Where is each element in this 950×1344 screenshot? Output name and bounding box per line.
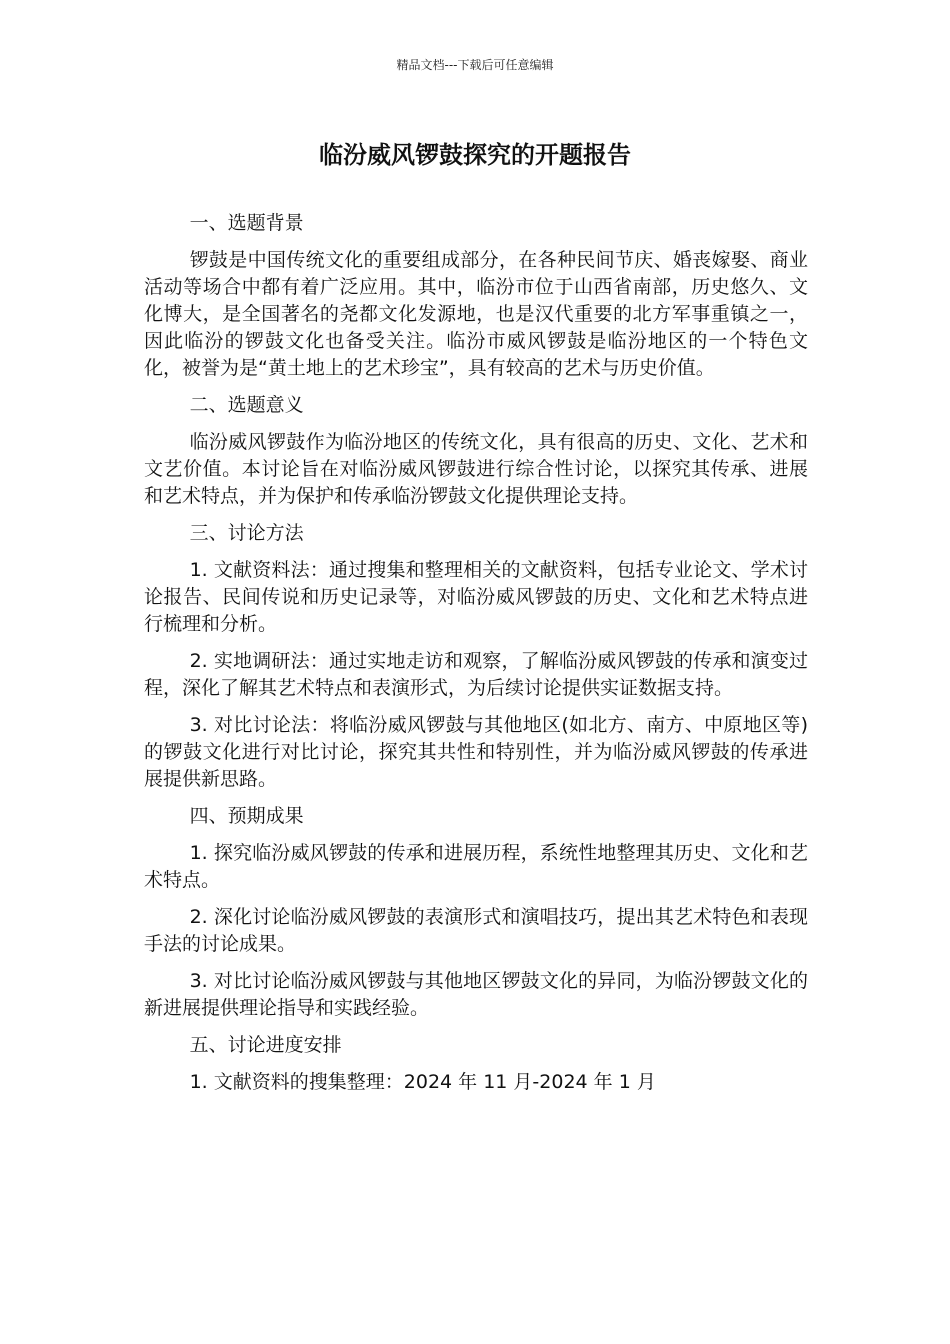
method-item-fieldwork: 2. 实地调研法：通过实地走访和观察，了解临汾威风锣鼓的传承和演变过程，深化了解其艺术特点和表演形式，为后续讨论提供实证数据支持。 bbox=[144, 650, 808, 699]
section-heading-schedule: 五、讨论进度安排 bbox=[189, 1034, 342, 1056]
section-heading-outcomes: 四、预期成果 bbox=[189, 805, 304, 827]
section-heading-background: 一、选题背景 bbox=[189, 212, 304, 234]
document-body bbox=[144, 210, 808, 1106]
page-header: 精品文档---下载后可任意编辑 bbox=[396, 58, 554, 72]
section-heading-significance: 二、选题意义 bbox=[189, 394, 304, 416]
significance-paragraph: 临汾威风锣鼓作为临汾地区的传统文化，具有很高的历史、文化、艺术和文艺价值。本讨论旨在对临汾威风锣鼓进行综合性讨论，以探究其传承、进展和艺术特点，并为保护和传承临汾锣鼓文化提供理论支持。 bbox=[144, 431, 808, 507]
method-item-literature: 1. 文献资料法：通过搜集和整理相关的文献资料，包括专业论文、学术讨论报告、民间传说和历史记录等，对临汾威风锣鼓的历史、文化和艺术特点进行梳理和分析。 bbox=[144, 559, 808, 635]
outcome-item-1: 1. 探究临汾威风锣鼓的传承和进展历程，系统性地整理其历史、文化和艺术特点。 bbox=[144, 842, 808, 891]
schedule-item-1: 1. 文献资料的搜集整理：2024 年 11 月-2024 年 1 月 bbox=[189, 1071, 656, 1093]
method-item-comparison: 3. 对比讨论法：将临汾威风锣鼓与其他地区(如北方、南方、中原地区等)的锣鼓文化进行对比讨论，探究其共性和特别性，并为临汾威风锣鼓的传承进展提供新思路。 bbox=[144, 714, 808, 790]
section-heading-methods: 三、讨论方法 bbox=[189, 522, 304, 544]
outcome-item-2: 2. 深化讨论临汾威风锣鼓的表演形式和演唱技巧，提出其艺术特色和表现手法的讨论成果。 bbox=[144, 906, 808, 955]
background-paragraph: 锣鼓是中国传统文化的重要组成部分，在各种民间节庆、婚丧嫁娶、商业活动等场合中都有着广泛应用。其中，临汾市位于山西省南部，历史悠久、文化博大，是全国著名的尧都文化发源地，也是汉代重要的北方军事重镇之一，因此临汾的锣鼓文化也备受关注。临汾市威风锣鼓是临汾地区的一个特色文化，被誉为是“黄土地上的艺术珍宝”，具有较高的艺术与历史价值。 bbox=[144, 249, 808, 379]
outcome-item-3: 3. 对比讨论临汾威风锣鼓与其他地区锣鼓文化的异同，为临汾锣鼓文化的新进展提供理论指导和实践经验。 bbox=[144, 970, 808, 1019]
document-title: 临汾威风锣鼓探究的开题报告 bbox=[319, 141, 631, 169]
